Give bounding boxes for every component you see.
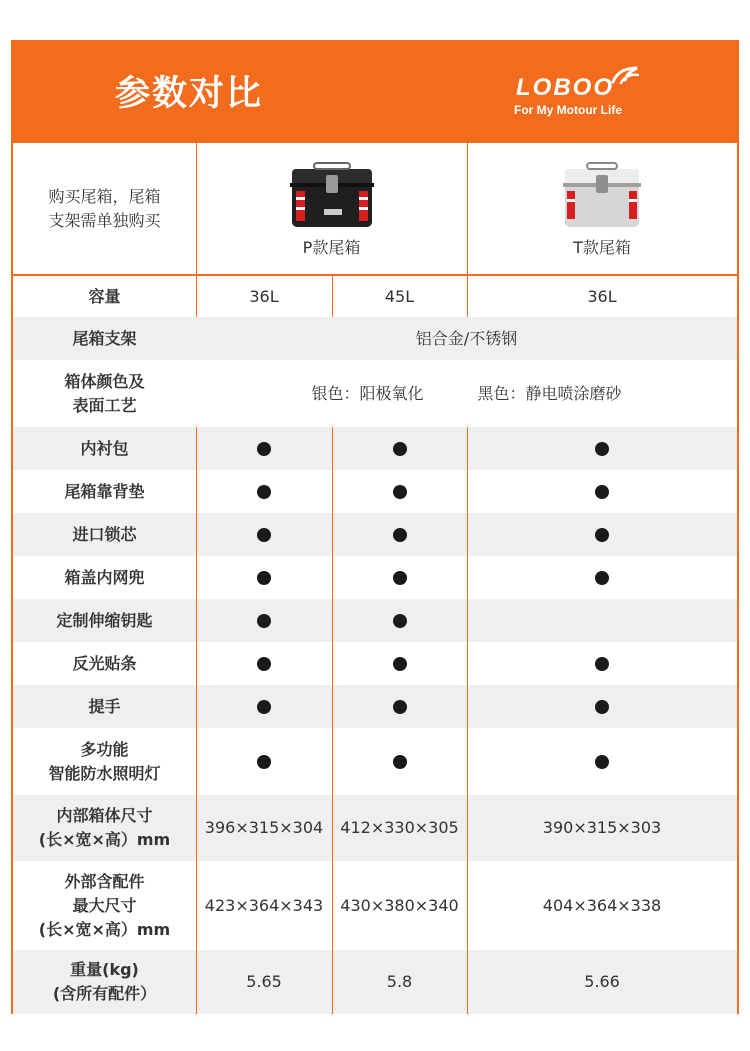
inner-size-p45: 412×330×305 <box>340 818 459 837</box>
check-dot-icon <box>393 614 407 628</box>
divider <box>13 274 737 276</box>
check-dot-icon <box>257 485 271 499</box>
feature-row <box>13 427 737 470</box>
feature-row <box>13 599 737 642</box>
finish-label: 箱体颜色及 表面工艺 <box>64 371 145 415</box>
feature-label: 多功能 智能防水照明灯 <box>48 739 161 783</box>
check-dot-icon <box>595 700 609 714</box>
bracket-row <box>13 317 737 360</box>
weight-row <box>13 950 737 1014</box>
check-dot-icon <box>393 755 407 769</box>
product-p <box>196 143 467 274</box>
check-dot-icon <box>257 571 271 585</box>
divider <box>467 276 468 317</box>
check-dot-icon <box>257 657 271 671</box>
capacity-row <box>13 276 737 317</box>
logo-ears-icon <box>611 66 639 86</box>
feature-label: 内衬包 <box>80 438 129 458</box>
capacity-value-t36: 36L <box>587 286 617 306</box>
finish-row <box>13 360 737 427</box>
divider <box>332 427 333 1014</box>
finish-silver: 银色：阳极氧化 <box>311 383 424 403</box>
outer-size-t36: 404×364×338 <box>542 895 662 915</box>
capacity-label: 容量 <box>88 286 121 306</box>
check-dot-icon <box>393 571 407 585</box>
capacity-value-p45: 45L <box>384 286 415 306</box>
feature-row <box>13 556 737 599</box>
check-dot-icon <box>257 700 271 714</box>
check-dot-icon <box>257 442 271 456</box>
feature-row <box>13 513 737 556</box>
inner-size-p36: 396×315×304 <box>204 818 324 837</box>
product-p-name: P款尾箱 <box>302 238 361 257</box>
divider <box>467 427 468 1014</box>
feature-label: 箱盖内网兜 <box>64 567 145 587</box>
outer-size-p45: 430×380×340 <box>340 895 459 915</box>
check-dot-icon <box>257 614 271 628</box>
product-t <box>467 143 737 274</box>
weight-t36: 5.66 <box>584 972 620 991</box>
finish-black: 黑色：静电喷涂磨砂 <box>477 383 622 403</box>
check-dot-icon <box>595 442 609 456</box>
divider <box>196 143 197 274</box>
check-dot-icon <box>393 528 407 542</box>
check-dot-icon <box>393 442 407 456</box>
finish-values <box>196 360 737 427</box>
feature-label: 提手 <box>88 696 121 716</box>
purchase-note: 购买尾箱，尾箱 支架需单独购买 <box>48 186 161 230</box>
check-dot-icon <box>595 657 609 671</box>
comparison-table <box>11 40 739 1014</box>
inner-size-row <box>13 795 737 861</box>
check-dot-icon <box>393 700 407 714</box>
table-header <box>13 42 737 143</box>
weight-p36: 5.65 <box>246 972 282 991</box>
feature-label: 进口锁芯 <box>72 524 137 544</box>
capacity-value-p36: 36L <box>249 286 279 306</box>
check-dot-icon <box>595 528 609 542</box>
feature-row <box>13 470 737 513</box>
logo-wordmark: LOBOO <box>516 74 614 101</box>
check-dot-icon <box>595 571 609 585</box>
loboo-logo <box>513 64 643 124</box>
weight-p45: 5.8 <box>386 972 413 991</box>
outer-size-p36: 423×364×343 <box>204 895 324 915</box>
divider <box>196 276 197 317</box>
divider <box>467 143 468 274</box>
product-t-name: T款尾箱 <box>573 238 631 257</box>
feature-label: 定制伸缩钥匙 <box>56 610 153 630</box>
bracket-label: 尾箱支架 <box>72 328 137 348</box>
outer-size-row <box>13 861 737 950</box>
feature-row <box>13 728 737 795</box>
inner-size-label: 内部箱体尺寸 (长×宽×高）mm <box>38 806 171 849</box>
empty-cell <box>467 599 737 642</box>
black-top-case-image <box>286 161 378 231</box>
check-dot-icon <box>393 485 407 499</box>
check-dot-icon <box>393 657 407 671</box>
feature-label: 反光贴条 <box>72 653 137 673</box>
bracket-value: 铝合金/不锈钢 <box>415 328 518 348</box>
feature-label: 尾箱靠背垫 <box>64 481 145 501</box>
check-dot-icon <box>595 755 609 769</box>
weight-label: 重量(kg) (含所有配件） <box>52 960 157 1003</box>
page-title: 参数对比 <box>115 74 264 114</box>
outer-size-label: 外部含配件 最大尺寸 (长×宽×高）mm <box>38 871 171 939</box>
check-dot-icon <box>595 485 609 499</box>
check-dot-icon <box>257 755 271 769</box>
logo-slogan: For My Motour Life <box>514 103 622 117</box>
feature-row <box>13 642 737 685</box>
silver-top-case-image <box>559 161 645 231</box>
inner-size-t36: 390×315×303 <box>542 818 662 837</box>
divider <box>196 427 197 1014</box>
divider <box>332 276 333 317</box>
check-dot-icon <box>257 528 271 542</box>
feature-row <box>13 685 737 728</box>
